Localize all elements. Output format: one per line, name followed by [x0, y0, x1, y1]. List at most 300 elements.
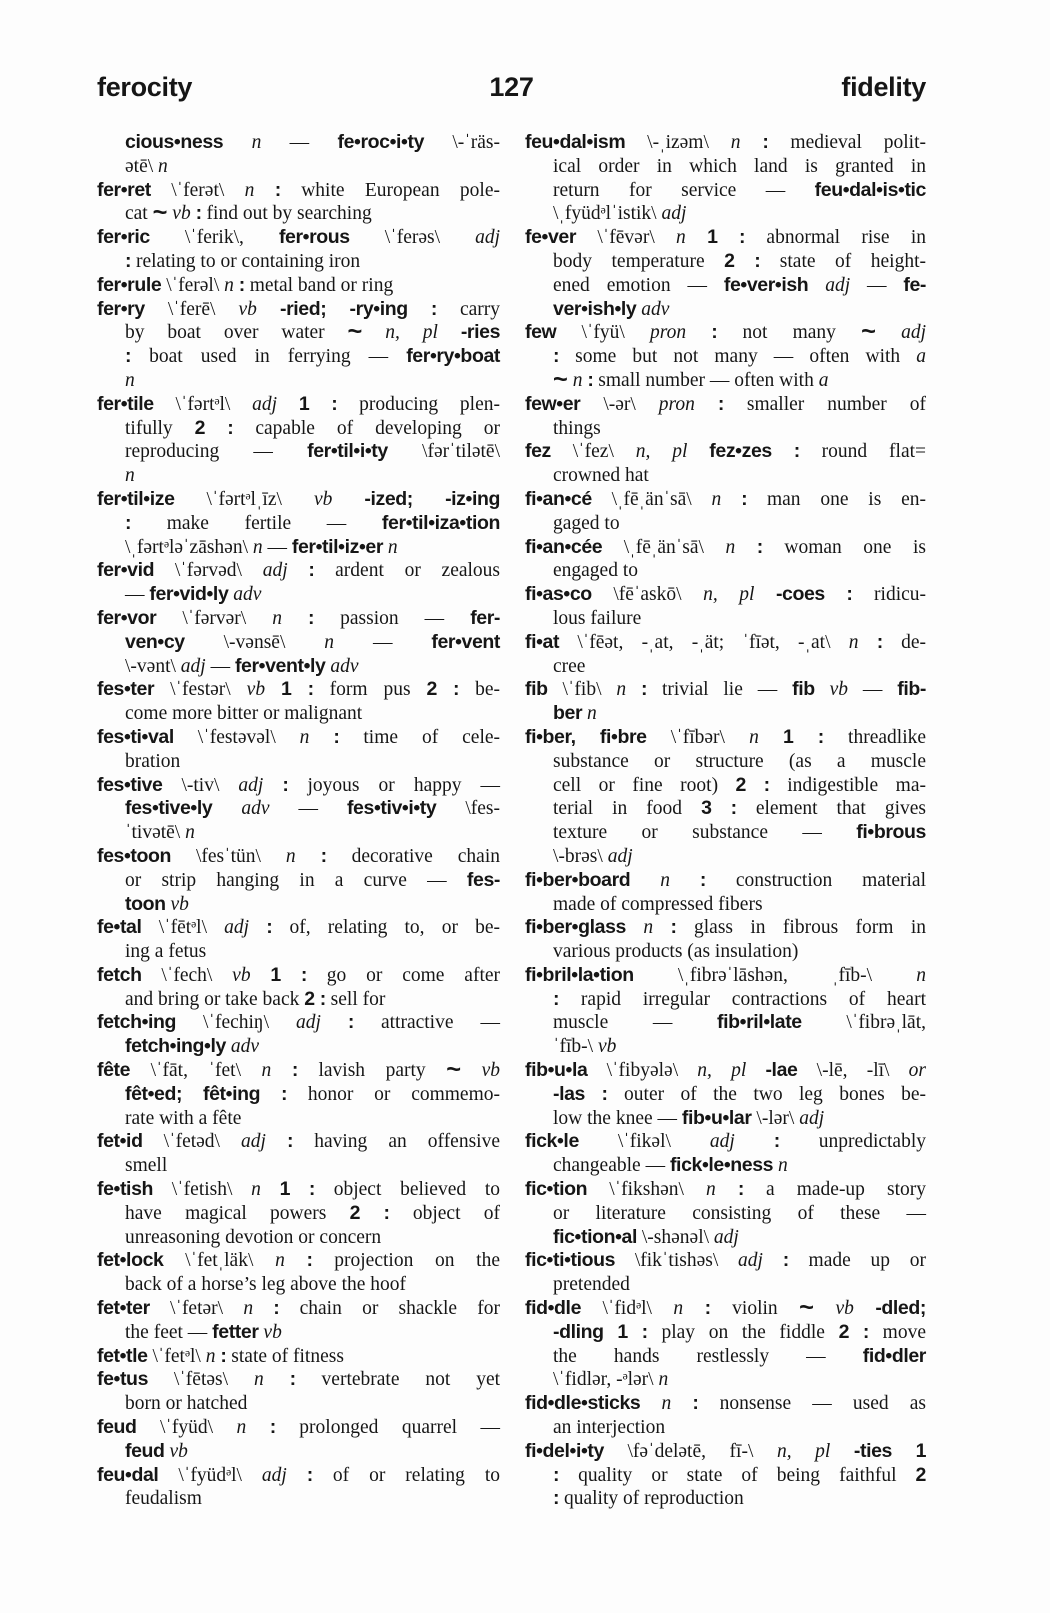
definition-text: feudalism	[125, 1488, 202, 1510]
definition-text	[686, 322, 711, 343]
bold-text: :	[125, 345, 132, 368]
definition-text: \ˈfētᵊl\	[141, 917, 225, 939]
entry-line	[97, 702, 500, 726]
entry-line	[525, 1440, 926, 1464]
definition-text: small number — often with	[593, 369, 819, 391]
bold-text: :	[269, 1416, 276, 1439]
entry-line	[525, 797, 926, 821]
bold-text: -ries	[460, 321, 501, 344]
entry-line	[97, 488, 500, 512]
bold-text: -ized; -iz•ing	[364, 487, 500, 510]
bold-text: fer•ry•boat	[406, 345, 500, 368]
bold-text: :	[717, 392, 724, 415]
italic-label: vb	[263, 1321, 282, 1343]
definition-text	[271, 1060, 292, 1081]
definition-text: indigestible ma-	[769, 774, 926, 796]
italic-label: adj	[713, 1226, 739, 1248]
bold-text: fib•u•lar	[681, 1106, 752, 1129]
definition-text	[332, 489, 364, 510]
bold-text: 2 :	[735, 773, 770, 796]
bold-text: fez	[525, 440, 551, 463]
italic-label: n	[916, 964, 926, 986]
italic-label: n, pl	[776, 1440, 831, 1462]
bold-text: fer•tile	[97, 392, 154, 415]
entry-line	[97, 1392, 500, 1416]
bold-text: fi•ber•glass	[525, 916, 626, 939]
entry-line	[525, 1154, 926, 1178]
definition-text: honor or commemo-	[287, 1083, 501, 1105]
italic-label: adj	[738, 1250, 763, 1272]
bold-text: 2 :	[426, 678, 460, 701]
definition-text: abnormal rise in	[745, 227, 926, 249]
bold-text: :	[125, 511, 132, 534]
bold-text: fer•til•ize	[97, 487, 175, 510]
definition-text: object believed to	[315, 1179, 500, 1201]
italic-label: adj	[241, 1131, 266, 1153]
italic-label: adj	[238, 774, 264, 796]
definition-text: \ˈfyüd\	[136, 1417, 237, 1439]
bold-text: 2 :	[724, 249, 761, 272]
definition-text: \ˌfēˌänˈsā\	[591, 488, 712, 510]
bold-text: :	[125, 249, 132, 272]
italic-label: adj	[262, 560, 288, 582]
definition-text: \-ˈräs-	[424, 132, 501, 153]
dictionary-column-left	[97, 131, 500, 1511]
definition-text: having an offensive	[293, 1131, 500, 1153]
bold-text: ven•cy	[125, 630, 185, 653]
definition-text: —	[205, 655, 235, 677]
italic-label: n	[253, 1369, 264, 1391]
italic-label: n	[243, 1298, 254, 1320]
entry-line	[525, 1059, 926, 1083]
italic-label: vb	[481, 1060, 500, 1082]
guide-word-left: ferocity	[97, 72, 193, 102]
definition-text: round flat=	[799, 441, 927, 463]
definition-text: \ˈfētəs\	[148, 1369, 254, 1391]
bold-text: fes-	[466, 868, 500, 891]
italic-label: a	[818, 369, 829, 391]
bold-text: fetter	[212, 1320, 259, 1343]
entry-line	[525, 345, 926, 369]
definition-text	[671, 1393, 692, 1414]
definition-text	[277, 394, 299, 415]
italic-label: n	[285, 845, 296, 867]
definition-text: white European pole-	[280, 179, 501, 201]
definition-text: muscle —	[553, 1012, 718, 1034]
definition-text: quality or state of being faithful	[559, 1464, 916, 1486]
bold-text: fer•til•iz•er	[291, 535, 384, 558]
italic-label: adv	[330, 655, 359, 677]
swung-dash: ~	[152, 198, 168, 227]
italic-label: n	[711, 488, 722, 510]
italic-label: n	[185, 822, 195, 844]
bold-text: fer•vent	[431, 630, 501, 653]
bold-text: -dled;	[875, 1297, 926, 1320]
entry-line	[97, 964, 500, 988]
italic-label: vb	[829, 679, 849, 701]
bold-text: :	[266, 916, 273, 939]
bold-text: :	[756, 535, 763, 558]
italic-label: n	[224, 274, 234, 296]
bold-text: fic•tion	[525, 1178, 588, 1201]
bold-text: feud	[97, 1416, 137, 1439]
definition-text	[892, 1441, 916, 1462]
bold-text: :	[553, 1463, 560, 1486]
definition-text: \ˈfidᵊl\	[581, 1298, 674, 1320]
definition-text: reproducing —	[125, 441, 308, 463]
bold-text: -las :	[553, 1082, 608, 1105]
bold-text: fi•ber•board	[525, 868, 631, 891]
entry-line	[97, 155, 500, 179]
swung-dash: ~	[861, 317, 876, 346]
bold-text: fi•del•i•ty	[525, 1439, 604, 1462]
definition-text: rate with a fête	[125, 1107, 242, 1129]
definition-text: vertebrate not yet	[295, 1369, 501, 1391]
entry-line	[525, 916, 926, 940]
definition-text: \ˈfərtᵊl\	[153, 393, 253, 415]
entry-line	[97, 821, 500, 845]
definition-text: state of fitness	[226, 1345, 344, 1367]
definition-text: ˈtivətē\	[125, 822, 186, 844]
entry-line	[525, 1368, 926, 1392]
italic-label: n	[244, 179, 255, 201]
definition-text	[808, 275, 825, 296]
entry-line	[525, 1345, 926, 1369]
entry-line	[525, 821, 926, 845]
entry-line	[97, 369, 500, 393]
entry-line	[97, 1178, 500, 1202]
italic-label: adv	[241, 798, 270, 820]
definition-text: terial in food	[553, 798, 702, 820]
definition-text: producing plen-	[337, 393, 500, 415]
entry-line	[97, 916, 500, 940]
bold-text: fet•ter	[97, 1297, 150, 1320]
definition-text	[263, 775, 282, 796]
definition-text: made of compressed fibers	[553, 893, 763, 915]
bold-text: ver•ish•ly	[553, 297, 637, 320]
entry-line	[97, 536, 500, 560]
definition-text: bration	[125, 750, 181, 772]
bold-text: 2 :	[194, 416, 234, 439]
bold-text: fer•vid	[97, 559, 155, 582]
definition-text	[264, 1369, 290, 1390]
italic-label: adj	[709, 1131, 735, 1153]
definition-text: ardent or zealous	[314, 560, 501, 582]
definition-text	[626, 917, 643, 938]
swung-dash: ~	[347, 317, 363, 346]
definition-text: \ˈferē\	[144, 298, 239, 320]
definition-text: \ˌfyüdᵊlˈistik\	[553, 203, 662, 225]
italic-label: n	[261, 1060, 272, 1082]
entry-line	[525, 1416, 926, 1440]
definition-text: \-vənsē\	[184, 631, 325, 653]
entry-line	[525, 750, 926, 774]
definition-text: gaged to	[553, 512, 620, 534]
definition-text: boat used in ferrying —	[131, 346, 407, 368]
bold-text: -coes	[775, 583, 825, 606]
definition-text: \ˈfetəd\	[142, 1131, 242, 1153]
bold-text: :	[553, 987, 560, 1010]
entry-line	[97, 345, 500, 369]
bold-text: fetch•ing	[97, 1011, 177, 1034]
italic-label: n	[587, 703, 597, 725]
entry-line	[97, 440, 500, 464]
italic-label: n	[643, 917, 654, 939]
definition-text	[265, 679, 281, 700]
definition-text: the feet —	[125, 1321, 213, 1343]
definition-text: cat	[125, 203, 153, 225]
bold-text: fer•til•iza•tion	[381, 511, 500, 534]
bold-text: :	[291, 1059, 298, 1082]
bold-text: -lae	[765, 1059, 798, 1082]
bold-text: 2	[915, 1463, 926, 1486]
entry-line	[97, 1107, 500, 1131]
italic-label: adj	[295, 1012, 321, 1034]
italic-label: adv	[641, 298, 670, 320]
bold-text: 1 :	[707, 226, 746, 249]
bold-text: fes•tive	[97, 773, 163, 796]
entry-line	[525, 317, 927, 346]
italic-label: n	[778, 1155, 788, 1177]
italic-label: n	[676, 227, 686, 249]
bold-text: :	[289, 1368, 296, 1391]
definition-text	[735, 1131, 774, 1152]
bold-text: :	[273, 1297, 280, 1320]
entry-line	[97, 1487, 500, 1511]
bold-text: fe•tish	[97, 1178, 154, 1201]
definition-text: medieval polit-	[768, 132, 927, 153]
bold-text: fer•til•i•ty	[307, 440, 388, 463]
bold-text: :	[306, 1249, 313, 1272]
definition-text: \fərˈtilətē\	[387, 441, 501, 463]
entry-line	[97, 417, 500, 441]
definition-text: come more bitter or malignant	[125, 703, 363, 725]
entry-line	[525, 488, 926, 512]
bold-text: fet•lock	[97, 1249, 164, 1272]
definition-text: \ˈfēət, -ˌat, -ˌät; ˈfīət, -ˌat\	[559, 631, 849, 653]
definition-text: \ˈfetˌläk\	[163, 1250, 276, 1272]
definition-text	[257, 299, 280, 320]
definition-text: cree	[553, 655, 586, 677]
definition-text: violin	[710, 1298, 800, 1320]
italic-label: adj	[261, 1464, 287, 1486]
definition-text: —	[850, 274, 904, 296]
italic-label: n	[125, 369, 135, 391]
italic-label: pron	[649, 322, 687, 344]
entry-line	[525, 1273, 926, 1297]
definition-text: ridicu-	[852, 584, 927, 606]
definition-text	[630, 870, 660, 891]
bold-text: :	[762, 131, 769, 153]
definition-text	[830, 1441, 854, 1462]
definition-text: de-	[882, 631, 926, 653]
definition-text	[261, 1179, 280, 1200]
bold-text: -ried; -ry•ing	[280, 297, 408, 320]
entry-line	[97, 631, 500, 655]
entry-line	[97, 512, 500, 536]
entry-line	[525, 1178, 926, 1202]
definition-text: \fēˈaskō\	[591, 584, 704, 606]
bold-text: 1 :	[783, 725, 824, 748]
bold-text: feu•dal	[97, 1463, 159, 1486]
definition-text	[876, 322, 901, 343]
definition-text: quality of reproduction	[559, 1488, 744, 1510]
definition-text: threadlike	[823, 726, 927, 748]
italic-label: n	[673, 1298, 684, 1320]
italic-label: n	[706, 1179, 716, 1201]
bold-text: fer•vent•ly	[234, 654, 326, 677]
italic-label: n, pl	[697, 1060, 747, 1082]
bold-text: fer•vid•ly	[149, 583, 229, 606]
italic-label: adj	[661, 203, 687, 225]
definition-text: the hands restlessly —	[553, 1345, 863, 1367]
entry-line	[97, 464, 500, 488]
definition-text: and bring or take back	[125, 988, 305, 1010]
bold-text: -ties	[853, 1439, 892, 1462]
entry-line	[97, 1440, 500, 1464]
bold-text: fic•ti•tious	[525, 1249, 616, 1272]
bold-text: :	[333, 725, 340, 748]
definition-text: \ˈfech\	[141, 964, 233, 986]
bold-text: :	[308, 559, 315, 582]
definition-text: \ˈfāt, ˈfet\	[130, 1060, 262, 1082]
bold-text: fib•u•la	[525, 1059, 588, 1082]
bold-text: fer•vor	[97, 606, 157, 629]
italic-label: n	[572, 369, 583, 391]
definition-text: nonsense — used as	[698, 1393, 926, 1415]
dictionary-column-right	[525, 131, 926, 1511]
definition-text	[741, 132, 763, 153]
entry-line	[97, 1226, 500, 1250]
entry-line	[97, 1321, 500, 1345]
definition-text: \fəˈdelətē, fī-\	[603, 1440, 777, 1462]
definition-text: changeable —	[553, 1155, 670, 1177]
bold-text: :	[320, 844, 327, 867]
definition-text: man one is en-	[747, 488, 926, 510]
definition-text	[321, 1012, 348, 1033]
definition-text	[746, 1060, 765, 1081]
entry-line	[525, 893, 926, 917]
bold-text: fes•ti•val	[97, 725, 174, 748]
bold-text: fid•dle•sticks	[525, 1392, 641, 1415]
definition-text: substance or structure (as a muscle	[553, 750, 926, 772]
italic-label: adj	[252, 393, 278, 415]
entry-line	[525, 365, 926, 394]
definition-text	[716, 1179, 738, 1200]
definition-text: ing a fetus	[125, 941, 207, 963]
entry-line	[525, 1011, 926, 1035]
bold-text: fick•le	[525, 1130, 579, 1153]
italic-label: n	[324, 631, 335, 653]
definition-text	[223, 132, 251, 153]
entry-line	[525, 226, 926, 250]
italic-label: n, pl	[635, 441, 688, 463]
guide-word-right: fidelity	[841, 72, 926, 102]
definition-text	[670, 870, 700, 891]
definition-text: not many	[717, 322, 862, 344]
definition-text: attractive —	[353, 1012, 500, 1034]
bold-text: few	[525, 321, 557, 344]
definition-text: \-tiv\	[162, 774, 239, 796]
bold-text: fick•le•ness	[669, 1154, 774, 1177]
italic-label: a	[916, 346, 926, 368]
definition-text	[604, 1322, 618, 1343]
entry-line	[525, 726, 926, 750]
bold-text: :	[347, 1011, 354, 1034]
bold-text: fic•tion•al	[553, 1225, 638, 1248]
definition-text: \ˈferət\	[150, 179, 245, 201]
definition-text: return for service —	[553, 179, 815, 201]
entry-line	[525, 678, 926, 702]
entry-line	[525, 774, 926, 798]
definition-text	[296, 846, 321, 867]
definition-text	[212, 798, 241, 819]
page-header	[97, 72, 926, 103]
definition-text: texture or substance —	[553, 822, 857, 844]
definition-text	[408, 299, 431, 320]
definition-text	[763, 1250, 783, 1271]
definition-text	[686, 227, 707, 248]
bold-text: 2 :	[838, 1320, 869, 1343]
entry-line	[525, 1321, 926, 1345]
entry-line	[97, 1273, 500, 1297]
definition-text: \-vənt\	[125, 655, 181, 677]
bold-text: :	[238, 273, 245, 296]
definition-text: \ˈferəs\	[349, 227, 476, 249]
definition-text: \ˈfechiŋ\	[176, 1012, 296, 1034]
bold-text: 1	[915, 1439, 927, 1462]
entry-line	[525, 1293, 926, 1322]
italic-label: n	[236, 1417, 247, 1439]
entry-line	[97, 1055, 500, 1084]
bold-text: fête	[97, 1059, 131, 1082]
definition-text: \-brəs\	[553, 845, 608, 867]
entry-line	[525, 869, 926, 893]
italic-label: n	[299, 726, 310, 748]
bold-text: :	[587, 368, 594, 391]
definition-text: \fesˈtün\	[171, 845, 286, 867]
page-number: 127	[489, 72, 534, 102]
definition-text: decorative chain	[326, 845, 500, 867]
entry-line	[97, 1202, 500, 1226]
italic-label: vb	[835, 1298, 854, 1320]
definition-text: be-	[459, 679, 501, 701]
bold-text: fe•tus	[97, 1368, 149, 1391]
definition-text	[266, 1131, 287, 1152]
definition-text	[687, 441, 709, 462]
definition-text	[362, 322, 385, 343]
bold-text: :	[711, 321, 718, 344]
entry-line	[97, 726, 500, 750]
definition-text: woman one is	[762, 536, 926, 558]
entry-line	[97, 1035, 500, 1059]
entry-line	[525, 131, 926, 155]
italic-label: adj	[475, 227, 500, 249]
entry-line	[97, 655, 500, 679]
definition-text: \ˌfēˌänˈsā\	[602, 536, 726, 558]
entry-line	[97, 869, 500, 893]
bold-text: :	[782, 1249, 789, 1272]
italic-label: adj	[825, 274, 851, 296]
bold-text: 1 :	[270, 963, 307, 986]
bold-text: fi•brous	[856, 821, 926, 844]
bold-text: :	[274, 178, 281, 201]
definition-text: lous failure	[553, 607, 642, 629]
italic-label: vb	[232, 964, 251, 986]
definition-text: ened emotion —	[553, 274, 724, 296]
definition-text: carry	[436, 298, 501, 320]
bold-text: :	[670, 916, 677, 939]
